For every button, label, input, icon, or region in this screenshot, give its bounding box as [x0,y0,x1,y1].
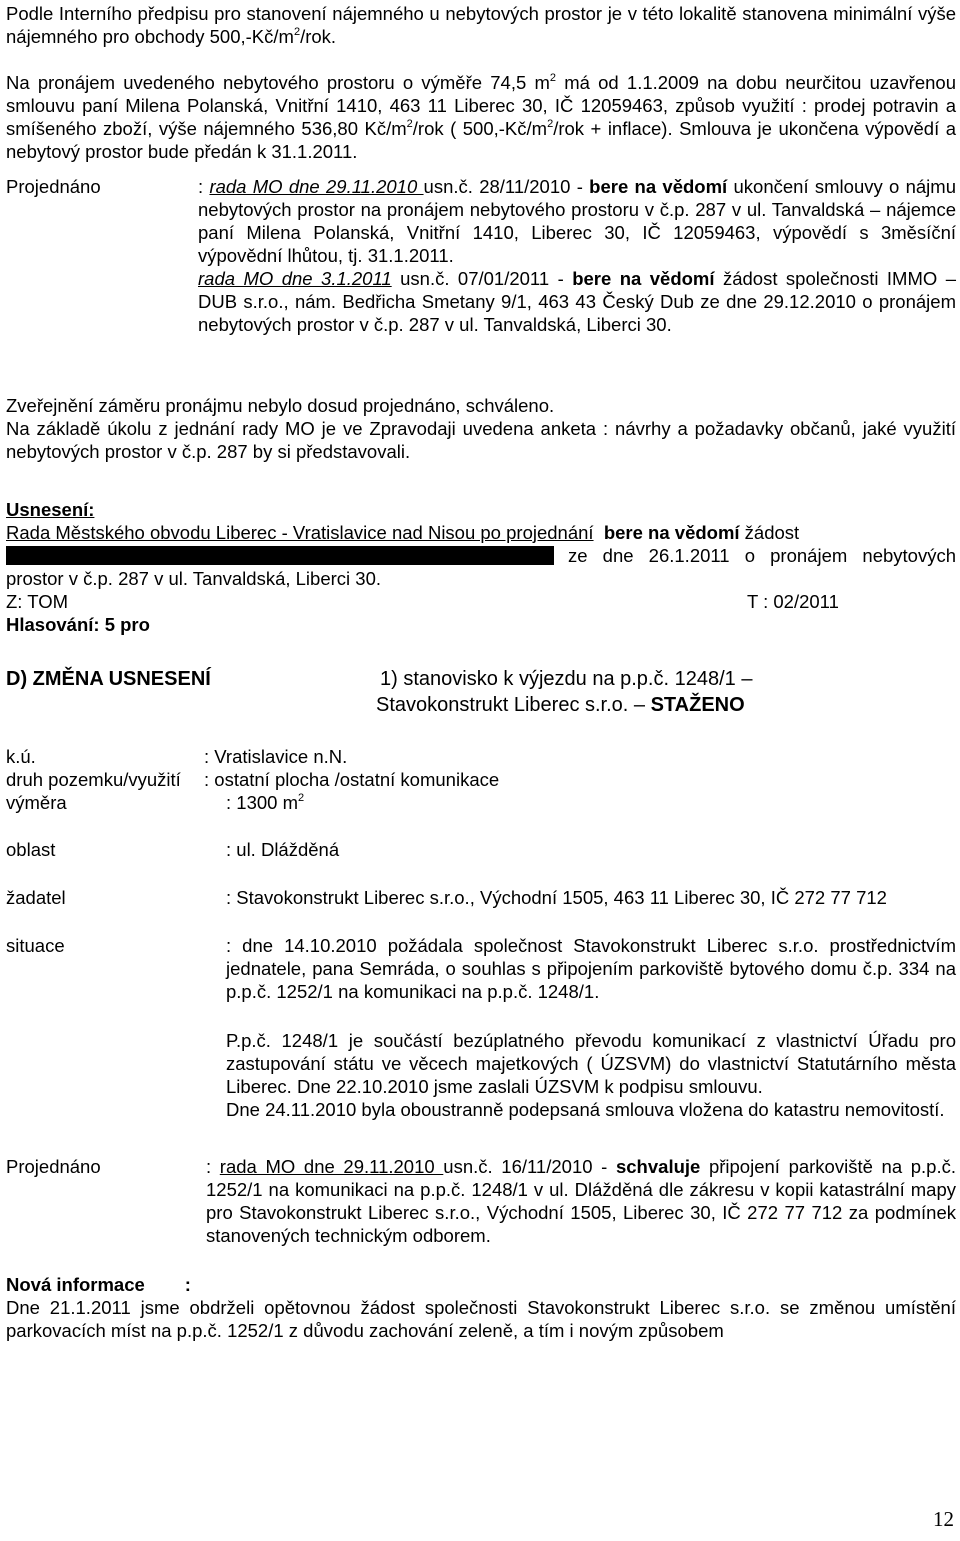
field-situace: situace : dne 14.10.2010 požádala společnost Stavokonstrukt Liberec s.r.o. prostřednictvím jednatele, pana Semráda, o souhlas s připojením parkoviště bytového domu č.p. 334 na p.p.č. 1252/1 na komunikaci na p.p.č. 1248/1. P.p.č. 1248/1 je součástí bezúplatného převodu komunikací z vlastnictví Úřadu pro zastupování státu ve věcech majetkových ( ÚZSVM) do vlastnictví Statutárního města Liberec. Dne 22.10.2010 jsme zaslali ÚZSVM k podpisu smlouvu. Dne 24.11.2010 byla oboustranně podepsaná smlouva vložena do katastru nemovitostí. [6,935,956,1120]
section-d-title: D) ZMĚNA USNESENÍ [6,668,211,690]
section-d-heading [6,666,956,718]
projednano-text-2: : rada MO dne 29.11.2010 usn.č. 16/11/2010 - schvaluje připojení parkoviště na p.p.č. 1252/1 na komunikaci na p.p.č. 1248/1 v ul. Dlážděná dle zákresu v kopii katastrální mapy pro Stavokonstrukt Liberec s.r.o., Východní 1505, Liberec 30, IČ 272 77 712 za podmínek stanovených technickým odborem. [206,1156,957,1246]
page-number: 12 [933,1507,954,1531]
field-oblast: oblast : ul. Dlážděná [6,839,340,860]
zverejneni-text: Zveřejnění záměru pronájmu nebylo dosud projednáno, schváleno. [6,395,555,416]
situace-p3: Dne 24.11.2010 byla oboustranně podepsaná smlouva vložena do katastru nemovitostí. [226,1099,945,1120]
lease-paragraph: Na pronájem uvedeného nebytového prostoru o výměře 74,5 $m^2$ má od 1.1.2009 na dobu neurčitou uzavřenou smlouvu paní Milena Polanská, Vnitřní 1410, 463 11 Liberec 30, IČ 12059463, způsob využití : prodej potravin a smíšeného zboží, výše nájemného 536,80 $Kč/m^2$/rok ( $500,-Kč/m^2$/rok + inflace). Smlouva je ukončena výpovědí a nebytový prostor bude předán k 31.1.2011. [6,72,957,162]
section-d-subtitle-1: 1) stanovisko k výjezdu na p.p.č. 1248/1 – [380,668,753,690]
hlasovani: Hlasování: 5 pro [6,614,150,635]
situace-p1: : dne 14.10.2010 požádala společnost Stavokonstrukt Liberec s.r.o. prostřednictvím jednatele, pana Semráda, o souhlas s připojením parkoviště bytového domu č.p. 334 na p.p.č. 1252/1 na komunikaci na p.p.č. 1248/1. [226,935,956,1002]
projednano-label-2: Projednáno [6,1156,101,1177]
nova-informace-heading: Nová informace : [6,1274,191,1295]
section-d-subtitle-2: Stavokonstrukt Liberec s.r.o. – STAŽENO [376,694,745,716]
usneseni-title: Usnesení: [6,499,95,520]
situace-p2: P.p.č. 1248/1 je součástí bezúplatného převodu komunikací z vlastnictví Úřadu pro zastupování státu ve věcech majetkových ( ÚZSVM) do vlastnictví Statutárního města Liberec. Dne 22.10.2010 jsme zaslali ÚZSVM k podpisu smlouvu. [226,1030,956,1097]
projednano-text: : rada MO dne 29.11.2010 usn.č. 28/11/2010 - bere na vědomí ukončení smlouvy o nájmu nebytových prostor na pronájem nebytového prostoru v č.p. 287 v ul. Tanvaldská – nájemce paní Milena Polanská, Vnitřní 1410, Liberec 30, IČ 12059463, výpovědí s 3měsíční výpovědní lhůtou, tj. 31.1.2011. rada MO dne 3.1.2011 usn.č. 07/01/2011 - bere na vědomí žádost společnosti IMMO – DUB s.r.o., nám. Bedřicha Smetany 9/1, 463 43 Český Dub ze dne 29.12.2010 o pronájem nebytových prostor v č.p. 287 v ul. Tanvaldská, Liberci 30. [198,176,956,335]
field-vymera: výměra : 1300 $m^2$ [6,792,305,813]
responsible: Z: TOM [6,591,69,612]
deadline: T : 02/2011 [747,591,839,612]
usneseni-text: Rada Městského obvodu Liberec - Vratislavice nad Nisou po projednání bere na vědomí žádost ze dne 26.1.2011 o pronájem nebytových prostor v č.p. 287 v ul. Tanvaldská, Liberci 30. [6,522,956,589]
document-page [6,2,956,1342]
projednano-block-1 [6,175,956,336]
projednano-block-2 [6,1155,956,1247]
field-druh: druh pozemku/využití : ostatní plocha /ostatní komunikace [6,769,500,790]
field-zadatel: žadatel : Stavokonstrukt Liberec s.r.o., Východní 1505, 463 11 Liberec 30, IČ 272 77 712 [6,887,887,908]
projednano-label: Projednáno [6,176,101,197]
redacted-block [6,546,554,565]
field-ku: k.ú. : Vratislavice n.N. [6,746,348,767]
anketa-text: Na základě úkolu z jednání rady MO je ve Zpravodaji uvedena anketa : návrhy a požadavky občanů, jaké využití nebytových prostor v č.p. 287 by si představovali. [6,418,956,462]
nova-informace-text: Dne 21.1.2011 jsme obdrželi opětovnou žádost společnosti Stavokonstrukt Liberec s.r.o. se změnou umístění parkovacích míst na p.p.č. 1252/1 z důvodu zachování zeleně, a tím i novým způsobem [6,1297,956,1341]
responsibility-row [6,590,956,613]
intro-paragraph: Podle Interního předpisu pro stanovení nájemného u nebytových prostor je v této lokalitě stanovena minimální výše nájemného pro obchody $500,-Kč/m^2$/rok. [6,3,956,47]
